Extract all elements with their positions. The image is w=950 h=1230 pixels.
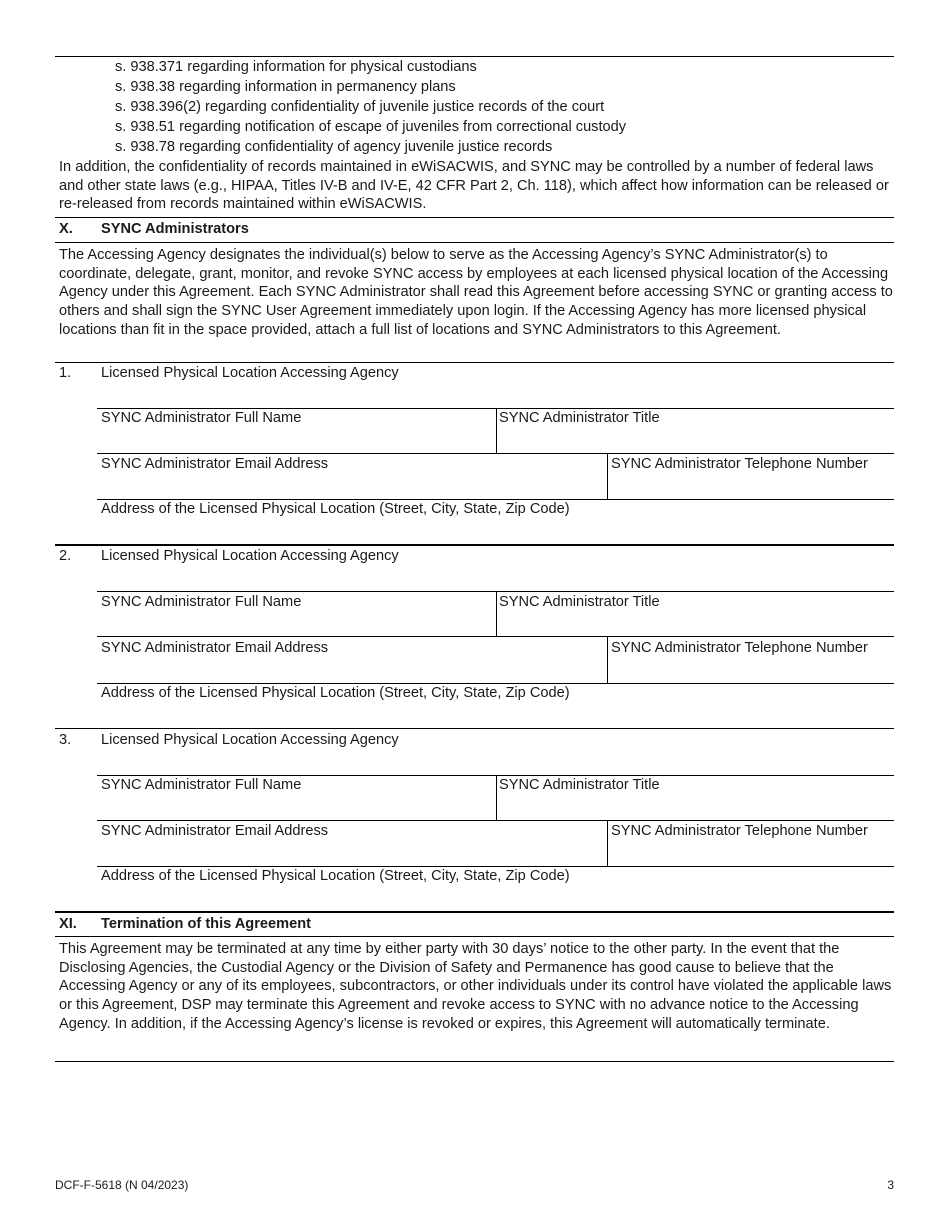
section-xi-top-rule [55, 911, 894, 913]
agency-field-label: Licensed Physical Location Accessing Agency [101, 365, 399, 381]
field-divider [496, 408, 497, 453]
email-field-label: SYNC Administrator Email Address [101, 823, 329, 839]
agency-field-label: Licensed Physical Location Accessing Agency [101, 732, 399, 748]
top-rule [55, 56, 894, 57]
name-title-field-rule[interactable] [97, 453, 894, 454]
section-x-top-rule [55, 217, 894, 218]
phone-field-label: SYNC Administrator Telephone Number [611, 823, 868, 839]
bottom-rule [55, 1061, 894, 1062]
section-xi-title: Termination of this Agreement [101, 916, 312, 932]
section-xi-header-rule [55, 936, 894, 937]
location-separator [55, 728, 894, 729]
field-divider [607, 636, 608, 683]
address-field-label: Address of the Licensed Physical Location (Street, City, State, Zip Code) [101, 868, 570, 884]
email-field-label: SYNC Administrator Email Address [101, 456, 329, 472]
full-name-field-label: SYNC Administrator Full Name [101, 594, 302, 610]
section-x-title: SYNC Administrators [101, 221, 249, 237]
title-field-label: SYNC Administrator Title [499, 594, 660, 610]
field-divider [607, 453, 608, 499]
statute-item: s. 938.371 regarding information for physical custodians [115, 59, 477, 75]
name-title-field-rule[interactable] [97, 820, 894, 821]
email-field-label: SYNC Administrator Email Address [101, 640, 329, 656]
name-title-field-rule[interactable] [97, 636, 894, 637]
location-separator [55, 544, 894, 546]
statute-item: s. 938.396(2) regarding confidentiality of juvenile justice records of the court [115, 99, 605, 115]
section-xi-body: This Agreement may be terminated at any time by either party with 30 days’ notice to the other party. In the event that the Disclosing Agencies, the Custodial Agency or the Division of Safety and Permanence has good cause to believe that the Accessing Agency or any of its employees, subcontractors, or other individuals under its control have violated the applicable laws or this Agreement, DSP may terminate this Agreement and revoke access to SYNC with no advance notice to the Accessing Agency. In addition, if the Accessing Agency’s license is revoked or expires, this Agreement will automatically terminate. [59, 941, 892, 1032]
field-divider [607, 820, 608, 866]
statute-item: s. 938.38 regarding information in permanency plans [115, 79, 456, 95]
location-number: 1. [59, 365, 72, 381]
field-divider [496, 775, 497, 820]
phone-field-label: SYNC Administrator Telephone Number [611, 456, 868, 472]
page-number: 3 [887, 1178, 894, 1192]
statute-item: s. 938.51 regarding notification of escape of juveniles from correctional custody [115, 119, 627, 135]
full-name-field-label: SYNC Administrator Full Name [101, 410, 302, 426]
title-field-label: SYNC Administrator Title [499, 777, 660, 793]
address-field-label: Address of the Licensed Physical Location (Street, City, State, Zip Code) [101, 501, 570, 517]
location-number: 2. [59, 548, 72, 564]
location-number: 3. [59, 732, 72, 748]
address-field-label: Address of the Licensed Physical Location (Street, City, State, Zip Code) [101, 685, 570, 701]
intro-paragraph: In addition, the confidentiality of records maintained in eWiSACWIS, and SYNC may be controlled by a number of federal laws and other state laws (e.g., HIPAA, Titles IV-B and IV-E, 42 CFR Part 2, Ch. 118), which affect how information can be released or re-released from records maintained within eWiSACWIS. [59, 159, 889, 213]
title-field-label: SYNC Administrator Title [499, 410, 660, 426]
phone-field-label: SYNC Administrator Telephone Number [611, 640, 868, 656]
section-x-body-rule [55, 362, 894, 363]
field-divider [496, 591, 497, 636]
section-x-body: The Accessing Agency designates the individual(s) below to serve as the Accessing Agency’s SYNC Administrator(s) to coordinate, delegate, grant, monitor, and revoke SYNC access by employees at each licensed physical location of the Accessing Agency under this Agreement. Each SYNC Administrator shall read this Agreement before accessing SYNC or granting access to others and shall sign the SYNC User Agreement immediately upon login. If the Accessing Agency has more licensed physical locations than fit in the space provided, attach a full list of locations and SYNC Administrators to this Agreement. [59, 247, 893, 338]
statute-item: s. 938.78 regarding confidentiality of agency juvenile justice records [115, 139, 553, 155]
agency-field-label: Licensed Physical Location Accessing Agency [101, 548, 399, 564]
section-x-number: X. [59, 221, 73, 237]
form-id: DCF-F-5618 (N 04/2023) [55, 1178, 189, 1192]
section-xi-number: XI. [59, 916, 77, 932]
section-x-header-rule [55, 242, 894, 243]
full-name-field-label: SYNC Administrator Full Name [101, 777, 302, 793]
